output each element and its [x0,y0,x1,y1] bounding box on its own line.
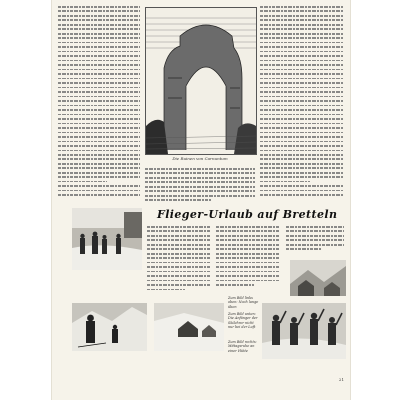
page-number: 21 [338,377,344,382]
article-headline: Flieger-Urlaub auf Bretteln [157,208,338,221]
ruins-illustration [145,7,257,155]
skier-descent-image [72,303,147,351]
mountain-huts-image [290,260,346,296]
text-column-right-upper [260,6,344,204]
text-middle-block [145,168,255,204]
skier-descent-photo [72,303,147,351]
caption-small-1: Zum Bild links oben: Noch lange üben [228,296,259,309]
ruins-caption: Die Ruinen von Carnuntum [172,156,228,161]
skiers-group-image [72,208,142,270]
mountain-huts-photo [290,260,346,296]
magazine-page [52,0,350,400]
caption-small-2: Zum Bild unten: Die Anfänger der Skilehrer nicht nur bei der Luft [228,312,258,330]
ruins-drawing [146,8,256,154]
skiers-salute-image [262,303,346,359]
article-text-col-3 [286,226,344,260]
caption-small-3: Zum Bild rechts: Mittagsruhe an einer Hütte [228,340,257,353]
article-text-col-1 [147,226,211,298]
text-column-left-upper [58,6,140,204]
skiers-salute-photo [262,303,346,359]
article-text-col-2 [216,226,280,298]
snow-huts-photo [154,303,224,351]
skiers-group-photo [72,208,142,270]
snow-huts-image [154,303,224,351]
